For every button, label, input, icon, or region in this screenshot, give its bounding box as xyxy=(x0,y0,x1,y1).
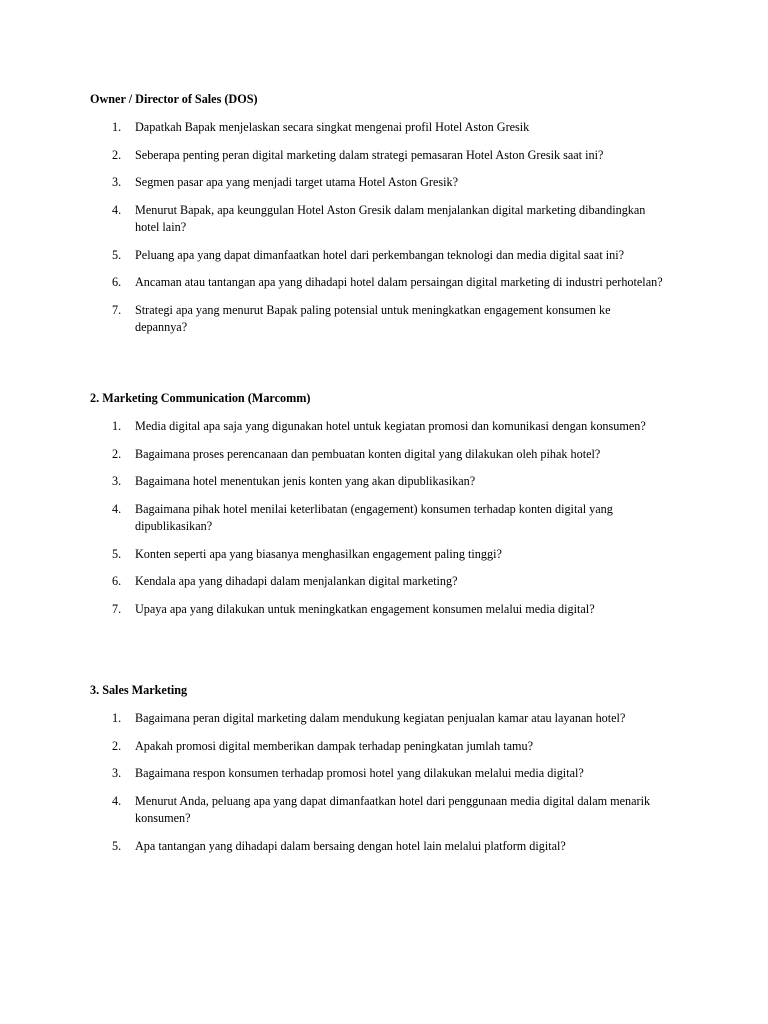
section-title: 2. Marketing Communication (Marcomm) xyxy=(90,391,311,405)
question-text: Bagaimana respon konsumen terhadap promosi hotel yang dilakukan melalui media digital? xyxy=(135,766,584,780)
question-text: Kendala apa yang dihadapi dalam menjalankan digital marketing? xyxy=(135,574,458,588)
item-number: 5. xyxy=(112,838,122,853)
section-owner-dos xyxy=(90,91,690,337)
section-sales-marketing xyxy=(90,682,690,855)
item-number: 4. xyxy=(112,501,122,516)
question-text: Media digital apa saja yang digunakan hotel untuk kegiatan promosi dan komunikasi dengan konsumen? xyxy=(135,419,646,433)
question-text: Apa tantangan yang dihadapi dalam bersaing dengan hotel lain melalui platform digital? xyxy=(135,838,566,853)
section-title: 3. Sales Marketing xyxy=(90,683,188,697)
question-text: Bagaimana hotel menentukan jenis konten yang akan dipublikasikan? xyxy=(135,474,476,488)
item-number: 2. xyxy=(112,446,122,461)
question-text: Menurut Anda, peluang apa yang dapat dimanfaatkan hotel dari penggunaan media digital dalam menarik konsumen? xyxy=(135,793,651,825)
item-number: 7. xyxy=(112,601,122,616)
item-number: 4. xyxy=(112,202,122,217)
item-number: 3. xyxy=(112,474,122,488)
list-item xyxy=(90,274,665,292)
item-number: 4. xyxy=(112,793,122,808)
list-item xyxy=(90,765,665,783)
list-item xyxy=(90,119,665,137)
question-text: Dapatkah Bapak menjelaskan secara singkat mengenai profil Hotel Aston Gresik xyxy=(135,120,530,134)
item-number: 1. xyxy=(112,711,122,725)
question-list xyxy=(90,418,690,618)
question-text: Ancaman atau tantangan apa yang dihadapi hotel dalam persaingan digital marketing di industri perhotelan? xyxy=(135,275,663,289)
list-item xyxy=(90,738,665,756)
item-number: 3. xyxy=(112,766,122,780)
section-marketing-communication xyxy=(90,390,690,618)
question-list xyxy=(90,119,690,337)
list-item xyxy=(90,174,665,192)
question-text: Bagaimana proses perencanaan dan pembuatan konten digital yang dilakukan oleh pihak hotel? xyxy=(135,446,601,461)
item-number: 1. xyxy=(112,120,122,134)
question-text: Strategi apa yang menurut Bapak paling potensial untuk meningkatkan engagement konsumen ke depannya? xyxy=(135,302,611,334)
list-item xyxy=(90,418,665,436)
question-text: Menurut Bapak, apa keunggulan Hotel Aston Gresik dalam menjalankan digital marketing dibandingkan hotel lain? xyxy=(135,202,646,234)
list-item xyxy=(90,247,665,265)
list-item xyxy=(90,473,665,491)
question-text: Bagaimana pihak hotel menilai keterlibatan (engagement) konsumen terhadap konten digital yang dipublikasikan? xyxy=(135,501,613,533)
list-item xyxy=(90,446,665,464)
list-item xyxy=(90,147,665,165)
item-number: 3. xyxy=(112,175,122,189)
question-text: Upaya apa yang dilakukan untuk meningkatkan engagement konsumen melalui media digital? xyxy=(135,601,595,616)
question-text: Apakah promosi digital memberikan dampak terhadap peningkatan jumlah tamu? xyxy=(135,738,534,753)
question-text: Segmen pasar apa yang menjadi target utama Hotel Aston Gresik? xyxy=(135,175,458,189)
section-title: Owner / Director of Sales (DOS) xyxy=(90,92,258,106)
question-text: Konten seperti apa yang biasanya menghasilkan engagement paling tinggi? xyxy=(135,546,502,561)
list-item xyxy=(90,793,665,828)
item-number: 7. xyxy=(112,302,122,317)
question-list xyxy=(90,710,690,855)
list-item xyxy=(90,302,665,337)
item-number: 2. xyxy=(112,147,122,162)
list-item xyxy=(90,501,665,536)
question-text: Seberapa penting peran digital marketing dalam strategi pemasaran Hotel Aston Gresik saat ini? xyxy=(135,147,604,162)
list-item xyxy=(90,710,665,728)
list-item xyxy=(90,573,665,591)
list-item xyxy=(90,838,665,856)
item-number: 6. xyxy=(112,275,122,289)
item-number: 6. xyxy=(112,574,122,588)
item-number: 1. xyxy=(112,419,122,433)
item-number: 5. xyxy=(112,546,122,561)
question-text: Peluang apa yang dapat dimanfaatkan hotel dari perkembangan teknologi dan media digital saat ini? xyxy=(135,247,625,262)
item-number: 5. xyxy=(112,247,122,262)
list-item xyxy=(90,546,665,564)
question-text: Bagaimana peran digital marketing dalam mendukung kegiatan penjualan kamar atau layanan hotel? xyxy=(135,711,626,725)
item-number: 2. xyxy=(112,738,122,753)
list-item xyxy=(90,202,665,237)
list-item xyxy=(90,601,665,619)
